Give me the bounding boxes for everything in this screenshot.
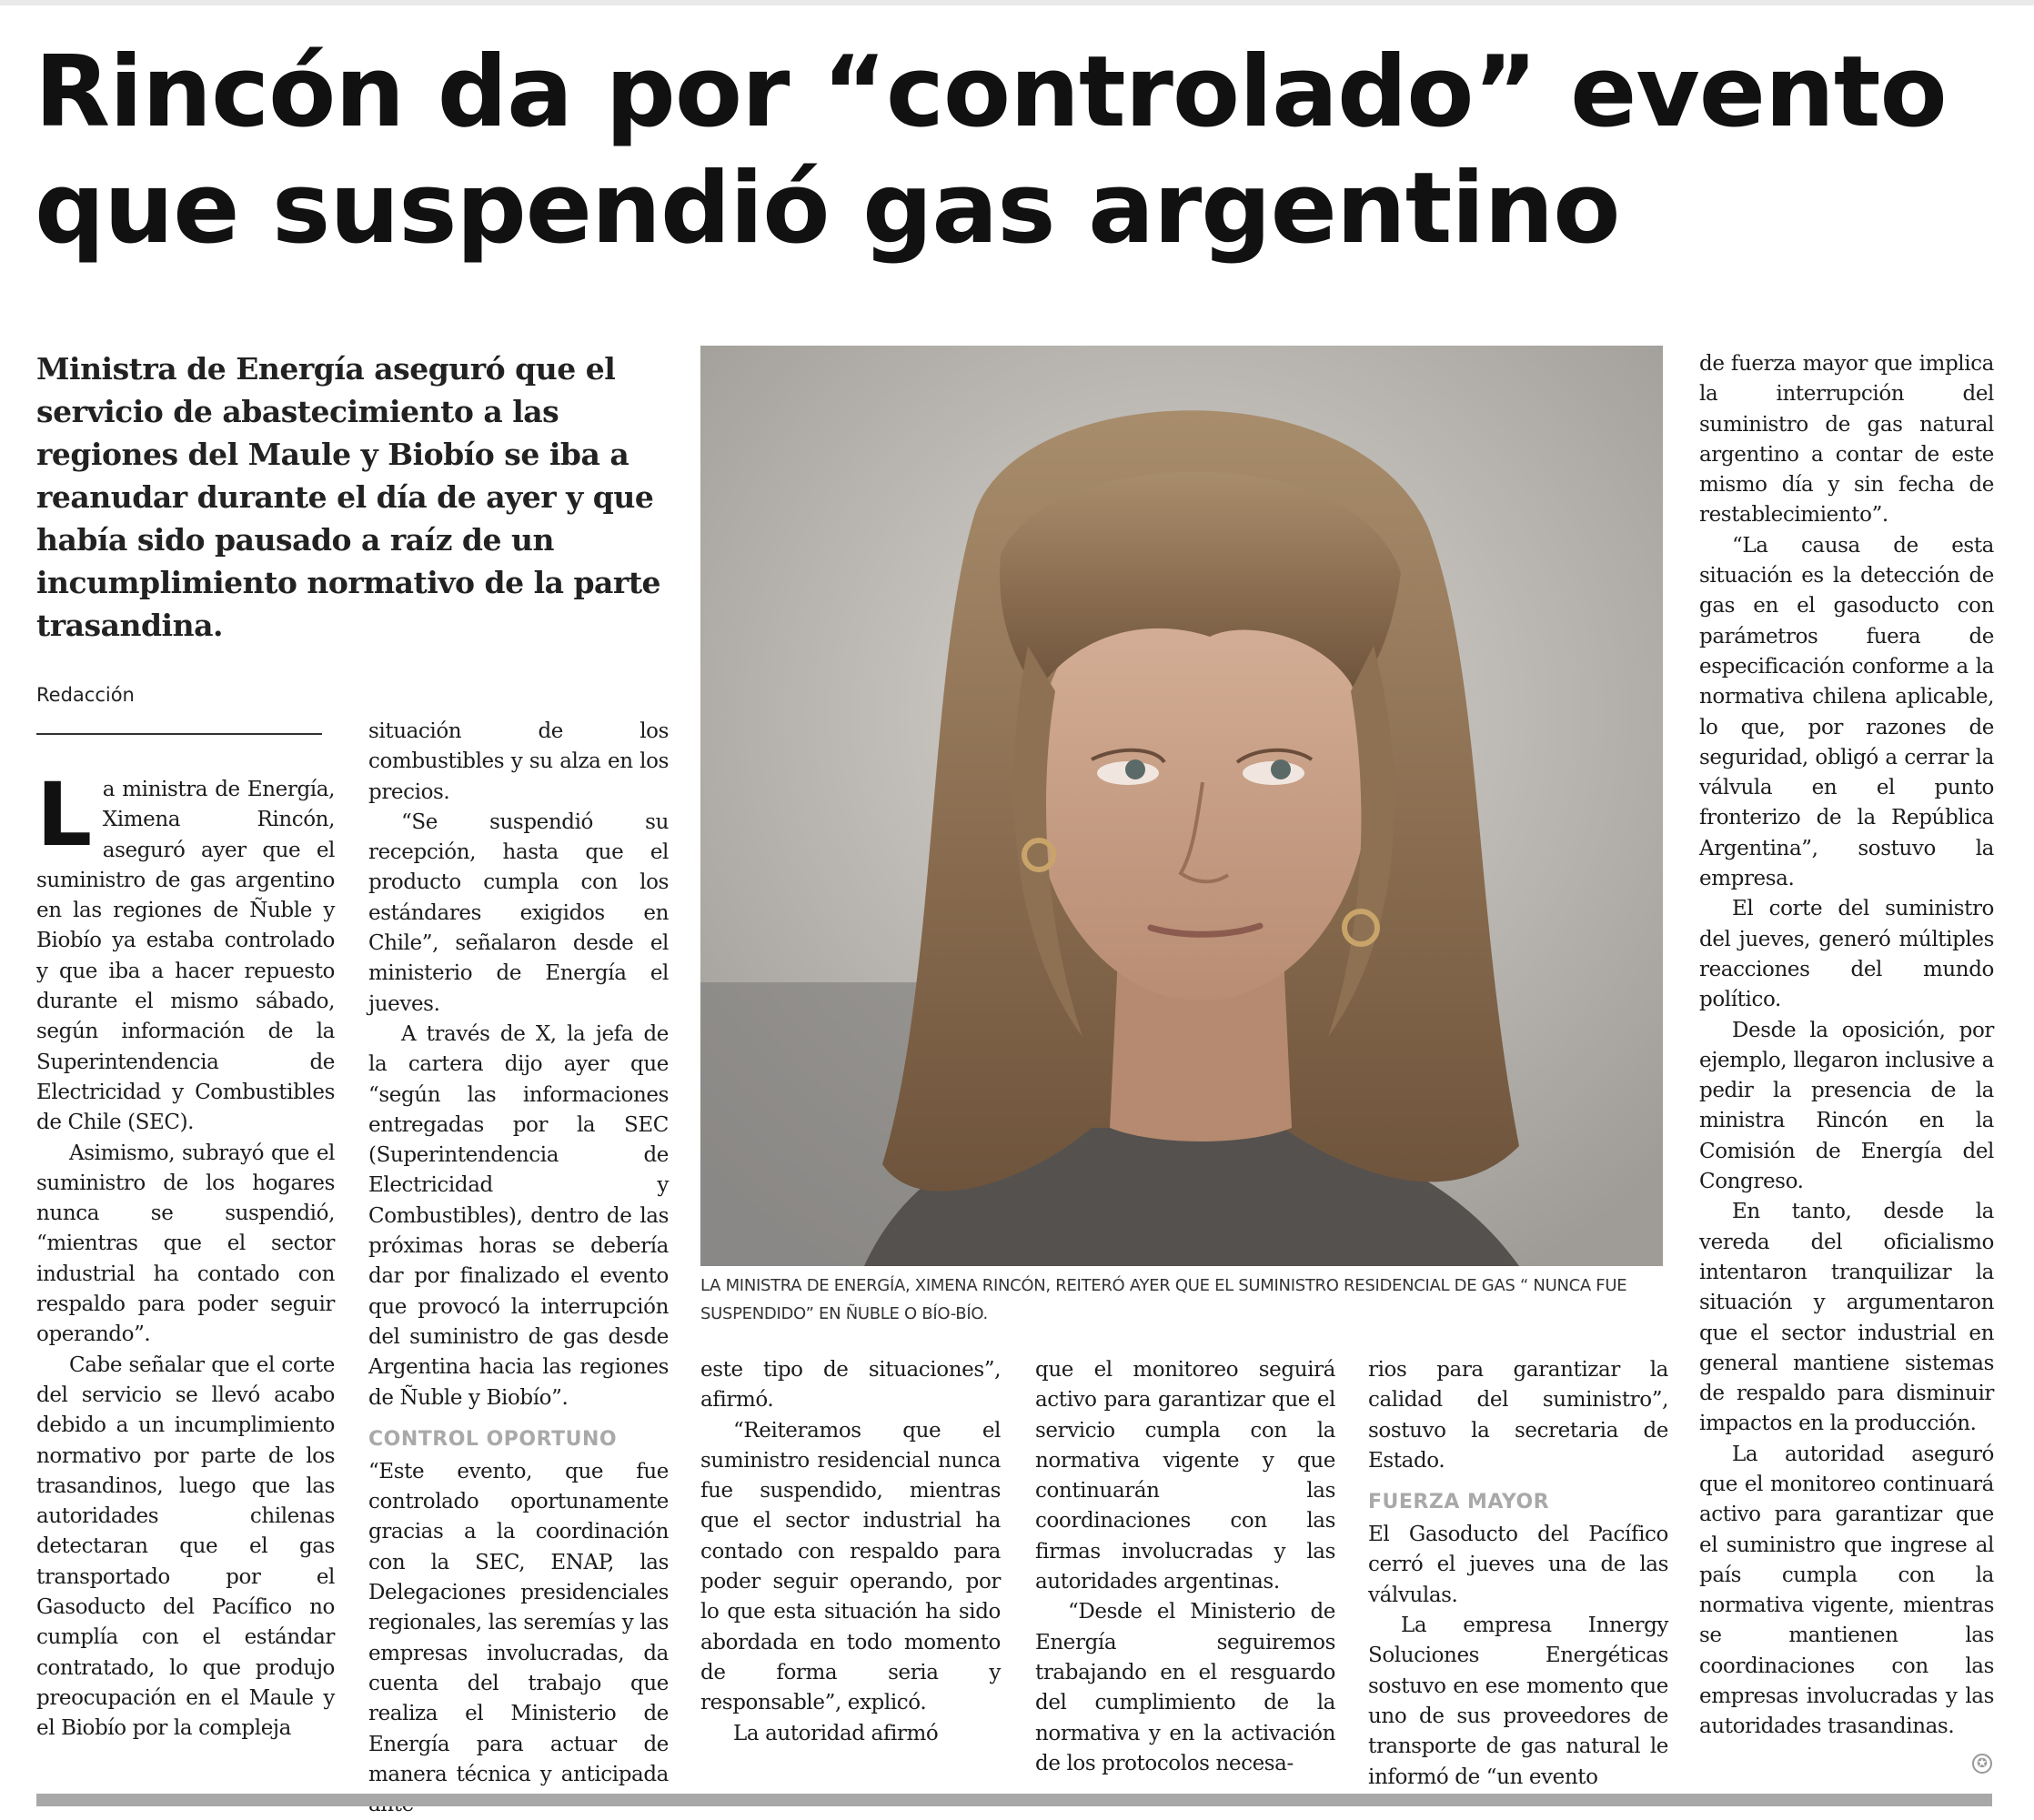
paragraph: “Este evento, que fue controlado oportunamente gracias a la coordinación con la SEC, ENAP, las Delegaciones presidenciales regionales, las seremías y las empresas involucradas, da cuenta del trabajo que realiza el Ministerio de Energía para actuar de manera técnica y anticipada — [368, 1459, 669, 1786]
paragraph: “Reiteramos que el suministro residencial nunca fue suspendido, mientras que el sector industrial ha contado con respaldo para poder seguir operando, por lo que esta situación ha sido abordada en todo momento de forma seria y responsable”, explicó. — [700, 1418, 1001, 1715]
paragraph: “La causa de esta situación es la detección de gas en el gasoducto con parámetros fuera de especificación conforme a la normativa chilena aplicable, lo que, por razones de seguridad, obligó a cerrar la válvula en el punto fronterizo de la República Argentina”, sostuvo la empresa. — [1699, 533, 1994, 891]
top-rule — [0, 0, 2034, 5]
paragraph: “Se suspendió su recepción, hasta que el producto cumpla con los estándares exigidos en Chile”, señalaron desde el ministerio de Energía el jueves. — [368, 809, 669, 1016]
byline: Redacción — [36, 684, 135, 706]
headline — [35, 35, 2018, 267]
photo-caption: LA MINISTRA DE ENERGÍA, XIMENA RINCÓN, REITERÓ AYER QUE EL SUMINISTRO RESIDENCIAL DE GAS “ NUNCA FUE SUSPENDIDO” EN ÑUBLE O BÍO-BÍO. — [700, 1276, 1627, 1323]
photo-ximena-rincon — [700, 346, 1663, 1266]
paragraph: Desde la oposición, por ejemplo, llegaron inclusive a pedir la presencia de la ministra Rincón en la Comisión de Energía del Congreso. — [1699, 1018, 1994, 1194]
paragraph: La autoridad aseguró que el monitoreo continuará activo para garantizar que el suministro que ingrese al país cumpla con la normativa vigente, mientras se mantienen las coordinaciones con las empresas involucradas y las autoridades trasandinas. — [1699, 1442, 1994, 1739]
headline-line-1: Rincón da por “controlado” evento — [35, 35, 1947, 149]
column-2 — [368, 717, 669, 1820]
paragraph: rios para garantizar la calidad del suministro”, sostuvo la secretaria de Estado. — [1368, 1358, 1668, 1473]
paragraph: de fuerza mayor que implica la interrupción del suministro de gas natural argentino a contar de este mismo día y sin fecha de restablecimiento”. — [1699, 352, 1994, 528]
end-mark-icon: ✪ — [1972, 1754, 1992, 1774]
column-4 — [1035, 1355, 1335, 1779]
paragraph: La empresa Innergy Soluciones Energéticas sostuvo en ese momento que uno de sus proveedores de transporte de gas natural le informó de “un evento — [1368, 1614, 1668, 1789]
subhead-control-oportuno: CONTROL OPORTUNO — [368, 1427, 618, 1451]
drop-cap: L — [36, 764, 92, 866]
headline-line-2: que suspendió gas argentino — [35, 152, 1620, 266]
paragraph: situación de los combustibles y su alza en los precios. — [368, 719, 669, 804]
column-5 — [1368, 1355, 1668, 1793]
paragraph — [36, 764, 335, 1139]
deck: Ministra de Energía aseguró que el servicio de abastecimiento a las regiones del Maule y Biobío se iba a reanudar durante el día de ayer y que había sido pausado a raíz de un incumplimiento normativo de la parte trasandina. — [36, 351, 661, 643]
subhead-fuerza-mayor: FUERZA MAYOR — [1368, 1491, 1550, 1514]
paragraph: El corte del suministro del jueves, generó múltiples reacciones del mundo político. — [1699, 897, 1994, 1012]
column-6 — [1699, 349, 1994, 1743]
column-1 — [36, 764, 335, 1745]
column-3 — [700, 1355, 1001, 1749]
bottom-rule — [36, 1794, 1992, 1806]
paragraph: Cabe señalar que el corte del servicio se llevó acabo debido a un incumplimiento normativo por parte de los trasandinos, luego que las autoridades chilenas detectaran que el gas transportado por el Gasoducto del Pacífico no cumplía con el estándar contratado, lo que produjo preocupación en el Maule y el Biobío por la compleja — [36, 1352, 335, 1741]
paragraph: “Desde el Ministerio de Energía seguiremos trabajando en el resguardo del cumplimiento de la normativa y en la activación de los protocolos necesa- — [1035, 1600, 1335, 1775]
paragraph-text: a ministra de Energía, Ximena Rincón, aseguró ayer que el suministro de gas argentino en las regiones de Ñuble y Biobío ya estaba controlado y que iba a hacer repuesto durante el mismo sábado, según información de la Superintendencia de Electricidad y Combustibles de Chile (SEC). — [36, 778, 335, 1135]
paragraph: En tanto, desde la vereda del oficialismo intentaron tranquilizar la situación y argumentaron que el sector industrial en general mantiene sistemas de respaldo para disminuir impactos en la producción. — [1699, 1200, 1994, 1436]
paragraph: que el monitoreo seguirá activo para garantizar que el servicio cumpla con la normativa vigente y que continuarán las coordinaciones con las firmas involucradas y las autoridades argentinas. — [1035, 1358, 1335, 1594]
paragraph: A través de X, la jefa de la cartera dijo ayer que “según las informaciones entregadas por la SEC (Superintendencia de Electricidad y Combustibles), dentro de las próximas horas se debería dar por finalizado el evento que provocó la interrupción del suministro de gas desde Argentina hacia las regiones de Ñuble y Biobío”. — [368, 1021, 669, 1410]
paragraph: La autoridad afirmó — [733, 1721, 939, 1745]
paragraph: El Gasoducto del Pacífico cerró el jueves una de las válvulas. — [1368, 1523, 1668, 1607]
byline-rule — [36, 733, 322, 735]
paragraph: este tipo de situaciones”, afirmó. — [700, 1358, 1001, 1413]
paragraph: Asimismo, subrayó que el suministro de los hogares nunca se suspendió, “mientras que el sector industrial ha contado con respaldo para poder seguir operando”. — [36, 1141, 335, 1347]
portrait-illustration — [700, 346, 1663, 1266]
